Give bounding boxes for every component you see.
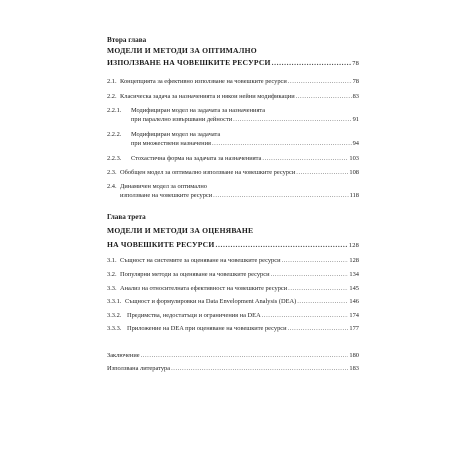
entry-number: 3.3. <box>107 285 117 292</box>
leader-dots <box>215 240 347 249</box>
entry-title: Концепцията за ефективно използване на човешките ресурси <box>120 78 287 85</box>
entry-title: Динамичен модел за оптимално <box>120 183 207 190</box>
leader-dots <box>288 78 352 85</box>
toc-entry-3-3 <box>107 285 359 292</box>
leader-dots <box>212 140 352 147</box>
chapter-2-title-text: ИЗПОЛЗВАНЕ НА ЧОВЕШКИТЕ РЕСУРСИ <box>107 58 271 67</box>
leader-dots <box>141 352 349 359</box>
entry-page-number: 103 <box>349 155 359 162</box>
chapter-3-label: Глава трета <box>107 213 146 221</box>
leader-dots <box>262 312 349 319</box>
toc-entry-3-3-2 <box>107 312 359 319</box>
toc-entry-2-2-2 <box>107 131 359 138</box>
toc-entry-2-3 <box>107 169 359 176</box>
entry-page-number: 91 <box>352 116 359 123</box>
chapter-2-label: Втора глава <box>107 36 147 44</box>
entry-number: 2.3. <box>107 169 117 176</box>
entry-number: 3.1. <box>107 257 117 264</box>
toc-entry-conclusion <box>107 352 359 359</box>
entry-number: 2.2. <box>107 93 117 100</box>
toc-entry-2-2-3 <box>107 155 359 162</box>
leader-dots <box>296 169 348 176</box>
toc-entry-3-1 <box>107 257 359 264</box>
chapter-2-title-line2 <box>107 58 359 67</box>
entry-page-number: 83 <box>352 93 359 100</box>
entry-title-continued: при паралелно извършвани дейности <box>131 116 233 123</box>
entry-title: Предимства, недостатъци и ограничения на DEA <box>127 312 261 319</box>
toc-entry-2-2-2-cont <box>131 140 359 147</box>
leader-dots <box>171 365 348 372</box>
entry-page-number: 118 <box>349 192 359 199</box>
toc-entry-2-4-cont <box>120 192 359 199</box>
entry-number: 2.2.2. <box>107 131 122 138</box>
chapter-2-page-number: 78 <box>352 60 359 67</box>
leader-dots <box>297 298 348 305</box>
entry-page-number: 134 <box>349 271 359 278</box>
leader-dots <box>296 93 352 100</box>
toc-entry-2-1 <box>107 78 359 85</box>
entry-number: 2.2.1. <box>107 107 122 114</box>
toc-entry-3-2 <box>107 271 359 278</box>
toc-entry-2-4 <box>107 183 359 190</box>
entry-number: 3.3.2. <box>107 312 122 319</box>
entry-page-number: 108 <box>349 169 359 176</box>
entry-title-continued: използване на човешките ресурси <box>120 192 213 199</box>
entry-page-number: 177 <box>349 325 359 332</box>
toc-entry-2-2 <box>107 93 359 100</box>
entry-title: Същност на системите за оценяване на човешките ресурси <box>120 257 281 264</box>
entry-number: 2.1. <box>107 78 117 85</box>
entry-title: Обобщен модел за оптимално използване на човешките ресурси <box>120 169 296 176</box>
entry-title: Класическа задача за назначенията и някои нейни модификации <box>120 93 295 100</box>
entry-page-number: 174 <box>349 312 359 319</box>
entry-page-number: 146 <box>349 298 359 305</box>
entry-title: Използвана литература <box>107 365 171 372</box>
leader-dots <box>271 271 349 278</box>
chapter-3-title-text: НА ЧОВЕШКИТЕ РЕСУРСИ <box>107 240 215 249</box>
leader-dots <box>288 325 349 332</box>
toc-entry-2-2-1 <box>107 107 359 114</box>
entry-title: Модифициран модел на задачата за назначенията <box>131 107 266 114</box>
entry-title-continued: при множествени назначения <box>131 140 211 147</box>
toc-entry-2-2-1-cont <box>131 116 359 123</box>
leader-dots <box>272 58 352 67</box>
entry-page-number: 78 <box>352 78 359 85</box>
leader-dots <box>288 285 348 292</box>
entry-title: Заключение <box>107 352 140 359</box>
chapter-3-page-number: 128 <box>348 242 359 249</box>
entry-number: 3.3.3. <box>107 325 122 332</box>
entry-title: Анализ на относителната ефективност на човешките ресурси <box>120 285 288 292</box>
entry-title: Приложение на DEA при оценяване на човешките ресурси <box>127 325 287 332</box>
chapter-3-title-line2 <box>107 240 359 249</box>
entry-number: 3.2. <box>107 271 117 278</box>
entry-number: 3.3.1. <box>107 298 122 305</box>
toc-entry-references <box>107 365 359 372</box>
entry-title: Същност и формулировки на Data Envelopment Analysis (DEA) <box>125 298 297 305</box>
entry-page-number: 183 <box>349 365 359 372</box>
entry-number: 2.4. <box>107 183 117 190</box>
entry-title: Модифициран модел на задачата <box>131 131 221 138</box>
entry-title: Стохастична форма на задачата за назначенията <box>131 155 262 162</box>
leader-dots <box>282 257 349 264</box>
entry-title: Популярни методи за оценяване на човешките ресурси <box>120 271 270 278</box>
toc-entry-3-3-3 <box>107 325 359 332</box>
leader-dots <box>213 192 348 199</box>
entry-page-number: 94 <box>352 140 359 147</box>
entry-page-number: 145 <box>349 285 359 292</box>
leader-dots <box>262 155 348 162</box>
chapter-2-title-line1: МОДЕЛИ И МЕТОДИ ЗА ОПТИМАЛНО <box>107 46 257 55</box>
toc-entry-3-3-1 <box>107 298 359 305</box>
entry-page-number: 180 <box>349 352 359 359</box>
chapter-3-title-line1: МОДЕЛИ И МЕТОДИ ЗА ОЦЕНЯВАНЕ <box>107 226 254 235</box>
entry-page-number: 128 <box>349 257 359 264</box>
leader-dots <box>233 116 351 123</box>
entry-number: 2.2.3. <box>107 155 122 162</box>
